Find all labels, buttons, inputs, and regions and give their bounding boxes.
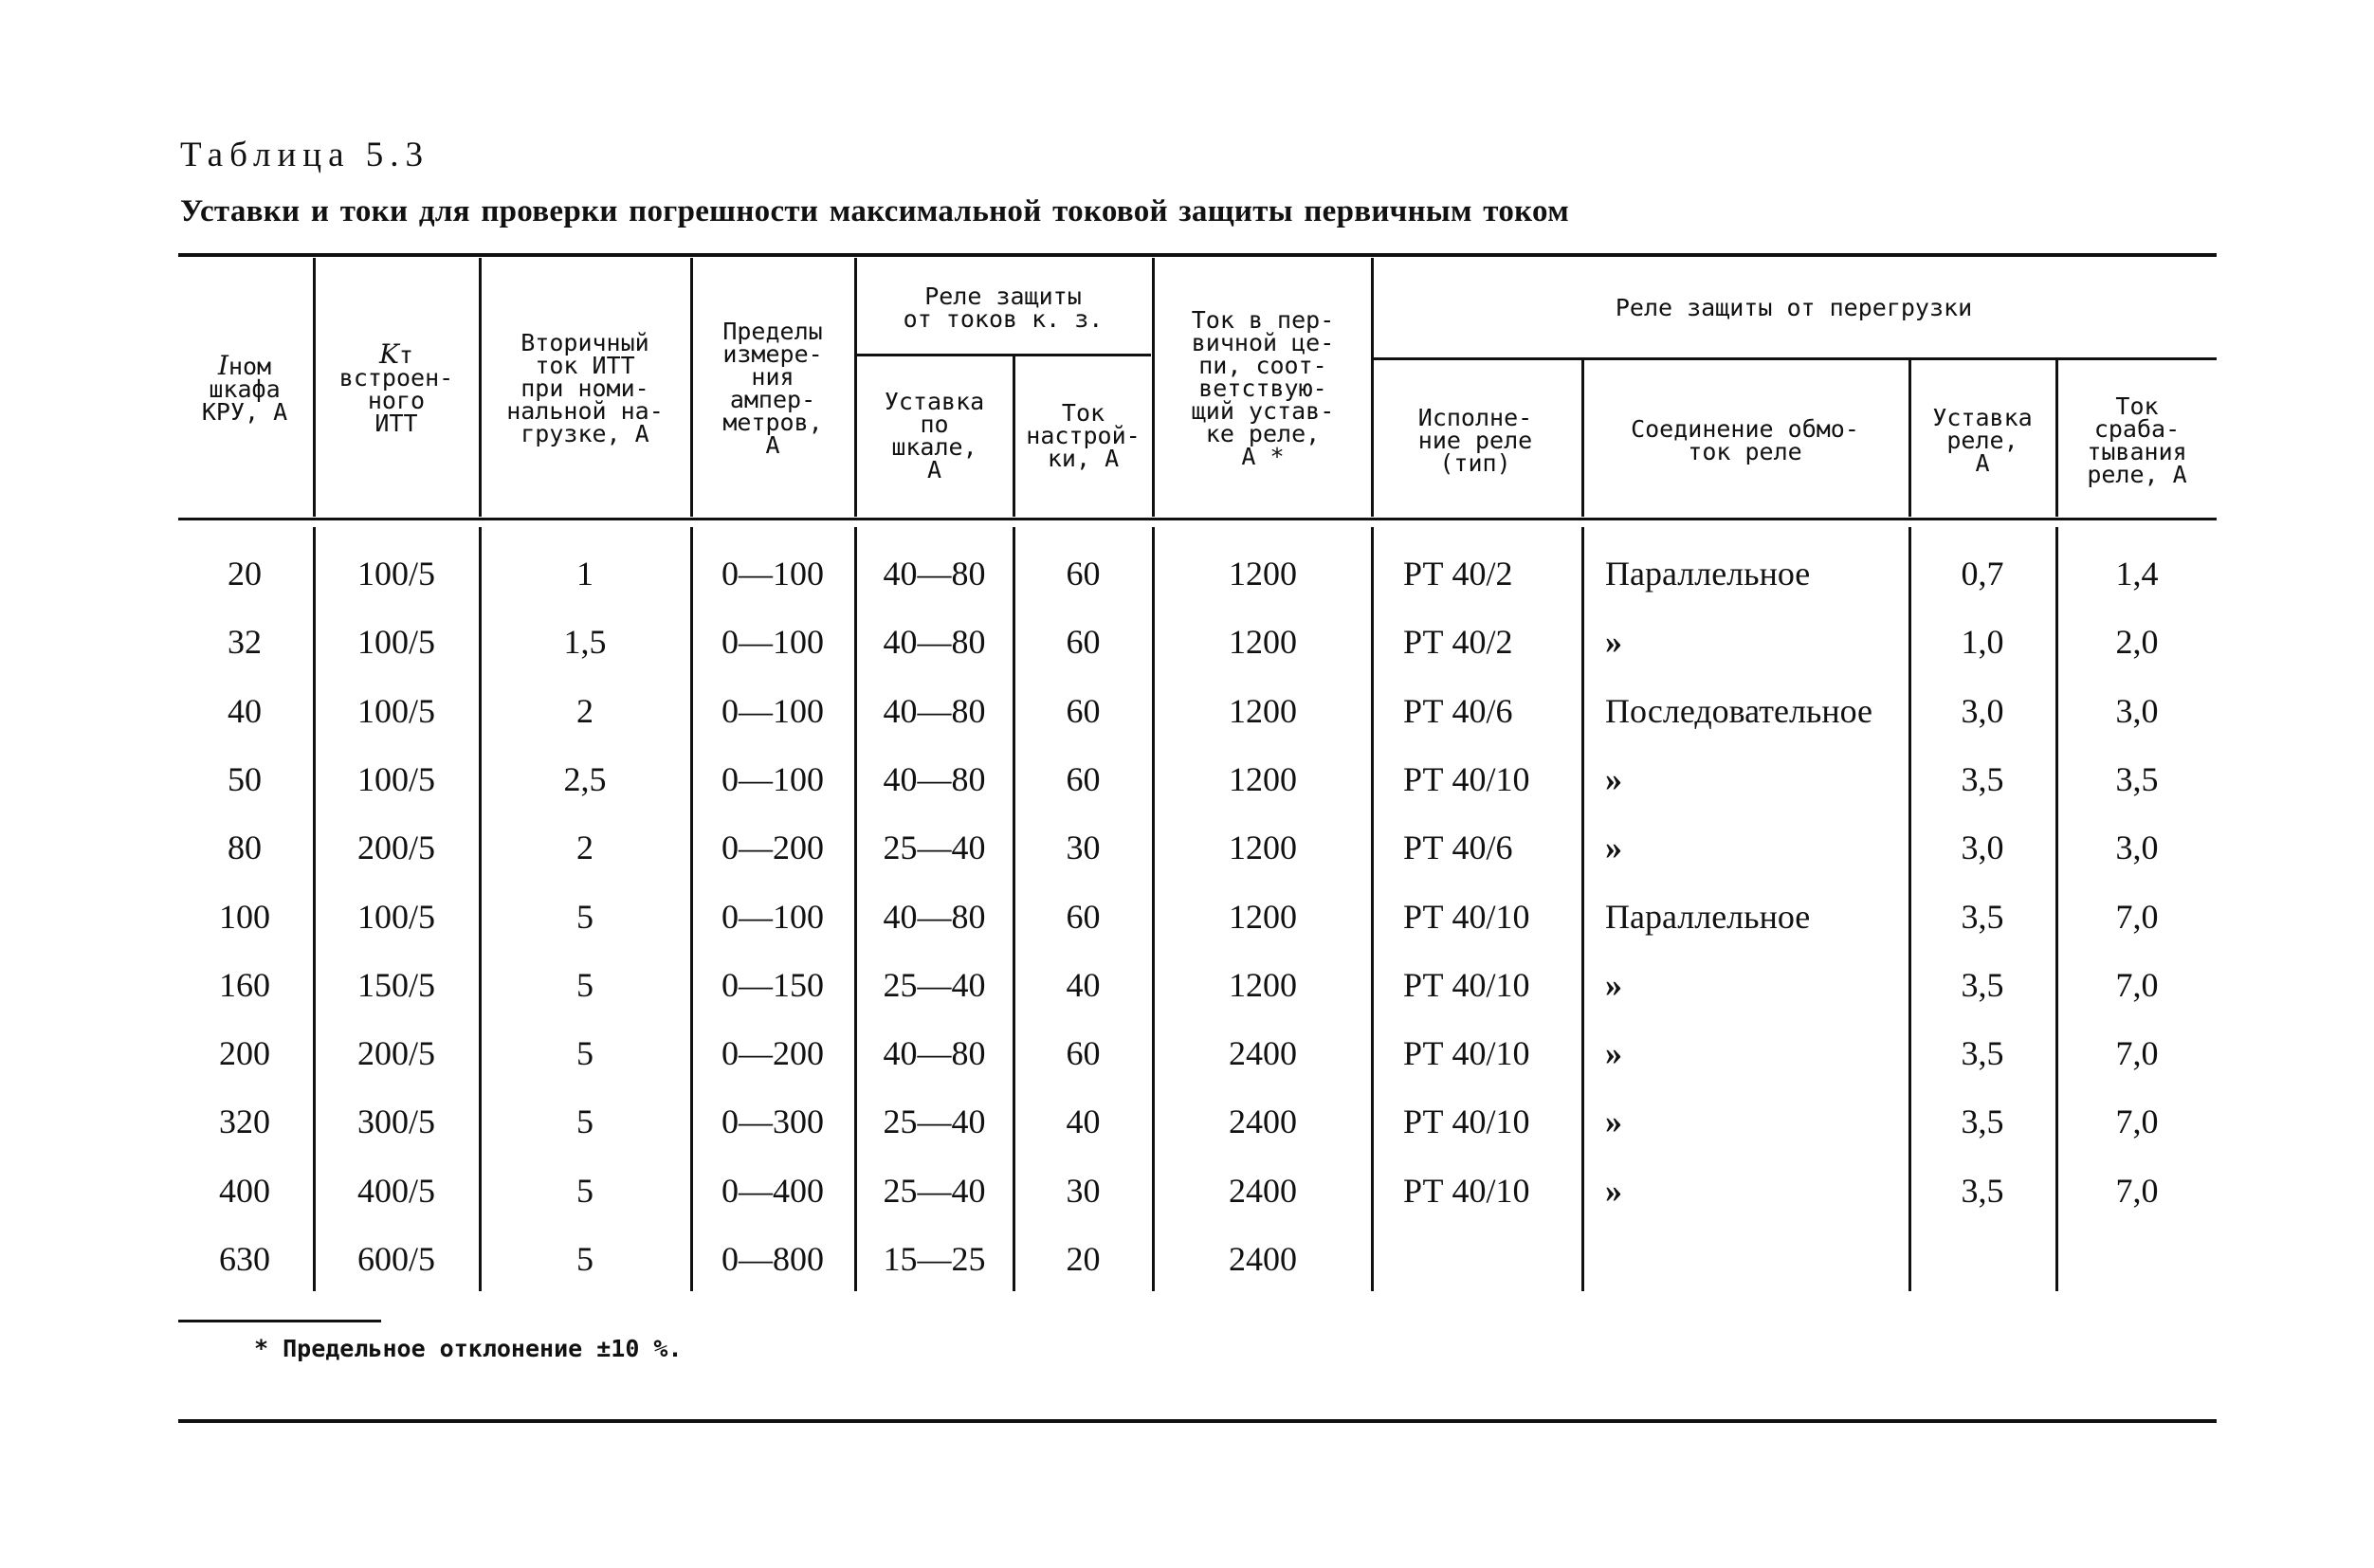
cell-sc-scale-setting: 40—80: [883, 760, 986, 798]
cell-winding-connection: »: [1605, 1103, 1622, 1140]
cell-winding-connection: Последовательное: [1605, 692, 1873, 730]
cell-sc-tuning-current: 60: [1066, 898, 1101, 936]
column-rule: [1581, 527, 1584, 1291]
cell-ammeter-limits: 0—400: [721, 1172, 824, 1210]
cell-primary-current: 1200: [1229, 898, 1297, 936]
cell-sc-tuning-current: 30: [1066, 829, 1101, 866]
cell-primary-current: 2400: [1229, 1034, 1297, 1072]
cell-relay-trip-current: 3,0: [2115, 692, 2159, 730]
i-nom-subscript: ном: [228, 352, 272, 380]
cell-primary-current: 1200: [1229, 829, 1297, 866]
cell-ammeter-limits: 0—200: [721, 1034, 824, 1072]
cell-kt: 100/5: [356, 555, 435, 593]
cell-ammeter-limits: 0—100: [721, 898, 824, 936]
cell-kt: 200/5: [356, 829, 435, 866]
cell-i-nom: 400: [219, 1172, 270, 1210]
cell-sc-scale-setting: 25—40: [883, 1172, 986, 1210]
cell-relay-trip-current: 3,5: [2115, 760, 2159, 798]
cell-relay-setting: 3,5: [1961, 898, 2004, 936]
cell-i-nom: 630: [219, 1240, 270, 1278]
cell-winding-connection: Параллельное: [1605, 898, 1811, 936]
cell-secondary-current: 5: [576, 1103, 594, 1140]
cell-secondary-current: 5: [576, 1034, 594, 1072]
cell-kt: 200/5: [356, 1034, 435, 1072]
cell-sc-tuning-current: 20: [1066, 1240, 1101, 1278]
cell-kt: 100/5: [356, 760, 435, 798]
cell-sc-scale-setting: 40—80: [883, 898, 986, 936]
cell-winding-connection: »: [1605, 829, 1622, 866]
header-relay-type: Исполне- ние реле (тип): [1417, 404, 1533, 477]
cell-primary-current: 1200: [1229, 966, 1297, 1004]
cell-sc-scale-setting: 25—40: [883, 966, 986, 1004]
cell-secondary-current: 5: [576, 1172, 594, 1210]
cell-ammeter-limits: 0—800: [721, 1240, 824, 1278]
cell-relay-type: РТ 40/10: [1403, 898, 1530, 936]
cell-relay-trip-current: [2057, 1231, 2217, 1287]
cell-sc-tuning-current: 60: [1066, 623, 1101, 661]
cell-primary-current: 2400: [1229, 1240, 1297, 1278]
table-label: Таблица 5.3: [180, 136, 429, 174]
cell-sc-tuning-current: 60: [1066, 1034, 1101, 1072]
cell-sc-tuning-current: 30: [1066, 1172, 1101, 1210]
header-sc-group: Реле защиты от токов к. з.: [903, 283, 1104, 333]
cell-relay-type: РТ 40/6: [1403, 692, 1513, 730]
i-nom-text: шкафа КРУ, А: [201, 374, 288, 426]
cell-i-nom: 100: [219, 898, 270, 936]
cell-ammeter-limits: 0—100: [721, 692, 824, 730]
cell-kt: 100/5: [356, 898, 435, 936]
column-rule: [1371, 527, 1374, 1291]
cell-relay-setting: 3,0: [1961, 829, 2004, 866]
footnote: * Предельное отклонение ±10 %.: [254, 1335, 683, 1362]
cell-sc-tuning-current: 60: [1066, 692, 1101, 730]
cell-ammeter-limits: 0—300: [721, 1103, 824, 1140]
cell-primary-current: 1200: [1229, 692, 1297, 730]
cell-secondary-current: 1: [576, 555, 594, 593]
cell-i-nom: 160: [219, 966, 270, 1004]
cell-ammeter-limits: 0—100: [721, 623, 824, 661]
cell-relay-type: РТ 40/10: [1403, 760, 1530, 798]
cell-sc-scale-setting: 15—25: [883, 1240, 986, 1278]
cell-secondary-current: 2: [576, 692, 594, 730]
cell-relay-type: [1403, 1231, 1581, 1287]
sc-group-underline: [855, 354, 1151, 356]
cell-relay-trip-current: 7,0: [2115, 966, 2159, 1004]
cell-kt: 600/5: [356, 1240, 435, 1278]
cell-ammeter-limits: 0—150: [721, 966, 824, 1004]
header-primary-current: Ток в пер- вичной це- пи, соот- ветствую- щий устав- ке реле, А *: [1191, 306, 1335, 470]
kt-symbol: K: [379, 337, 399, 370]
cell-relay-setting: [1910, 1231, 2054, 1287]
cell-primary-current: 2400: [1229, 1103, 1297, 1140]
cell-secondary-current: 5: [576, 966, 594, 1004]
cell-kt: 150/5: [356, 966, 435, 1004]
cell-relay-trip-current: 2,0: [2115, 623, 2159, 661]
cell-ammeter-limits: 0—100: [721, 760, 824, 798]
header-bottom-rule: [178, 518, 2217, 520]
header-sc-scale-setting: Уставка по шкале, А: [884, 388, 985, 483]
i-nom-symbol: I: [217, 349, 228, 381]
table-title: Уставки и токи для проверки погрешности максимальной токовой защиты первичным током: [180, 194, 1569, 228]
cell-secondary-current: 2: [576, 829, 594, 866]
header-winding-connection: Соединение обмо- ток реле: [1631, 415, 1859, 465]
header-i-nom: [178, 341, 311, 436]
cell-relay-type: РТ 40/10: [1403, 1172, 1530, 1210]
cell-relay-setting: 3,5: [1961, 760, 2004, 798]
cell-relay-setting: 3,0: [1961, 692, 2004, 730]
cell-i-nom: 32: [228, 623, 262, 661]
header-relay-setting: Уставка реле, А: [1932, 404, 2033, 477]
cell-winding-connection: [1605, 1231, 1907, 1287]
cell-relay-type: РТ 40/2: [1403, 555, 1513, 593]
cell-i-nom: 80: [228, 829, 262, 866]
cell-kt: 100/5: [356, 623, 435, 661]
cell-secondary-current: 2,5: [563, 760, 607, 798]
cell-sc-scale-setting: 25—40: [883, 1103, 986, 1140]
header-relay-trip-current: Ток сраба- тывания реле, А: [2087, 392, 2187, 488]
footnote-rule: [178, 1320, 381, 1322]
cell-sc-scale-setting: 40—80: [883, 623, 986, 661]
cell-relay-trip-current: 3,0: [2115, 829, 2159, 866]
cell-sc-scale-setting: 40—80: [883, 692, 986, 730]
cell-relay-setting: 3,5: [1961, 966, 2004, 1004]
cell-i-nom: 320: [219, 1103, 270, 1140]
cell-primary-current: 2400: [1229, 1172, 1297, 1210]
cell-kt: 100/5: [356, 692, 435, 730]
cell-relay-type: РТ 40/2: [1403, 623, 1513, 661]
header-overload-group: Реле защиты от перегрузки: [1615, 294, 1973, 321]
cell-relay-setting: 3,5: [1961, 1103, 2004, 1140]
kt-subscript: т: [398, 340, 413, 369]
table-top-rule: [178, 253, 2217, 257]
cell-ammeter-limits: 0—200: [721, 829, 824, 866]
cell-relay-trip-current: 1,4: [2115, 555, 2159, 593]
cell-sc-scale-setting: 25—40: [883, 829, 986, 866]
cell-relay-type: РТ 40/10: [1403, 1103, 1530, 1140]
cell-winding-connection: »: [1605, 1172, 1622, 1210]
cell-relay-trip-current: 7,0: [2115, 1103, 2159, 1140]
cell-secondary-current: 1,5: [563, 623, 607, 661]
cell-primary-current: 1200: [1229, 760, 1297, 798]
cell-relay-setting: 3,5: [1961, 1172, 2004, 1210]
cell-relay-type: РТ 40/6: [1403, 829, 1513, 866]
cell-relay-trip-current: 7,0: [2115, 898, 2159, 936]
cell-sc-tuning-current: 60: [1066, 555, 1101, 593]
kt-text: встроен- ного ИТТ: [338, 363, 454, 437]
cell-relay-setting: 3,5: [1961, 1034, 2004, 1072]
cell-relay-trip-current: 7,0: [2115, 1172, 2159, 1210]
cell-kt: 400/5: [356, 1172, 435, 1210]
header-ammeter-limits: Пределы измере- ния ампер- метров, А: [722, 318, 823, 459]
cell-sc-tuning-current: 40: [1066, 966, 1101, 1004]
cell-relay-type: РТ 40/10: [1403, 1034, 1530, 1072]
cell-ammeter-limits: 0—100: [721, 555, 824, 593]
header-kt: [316, 327, 477, 450]
cell-relay-setting: 1,0: [1961, 623, 2004, 661]
cell-relay-trip-current: 7,0: [2115, 1034, 2159, 1072]
cell-winding-connection: »: [1605, 760, 1622, 798]
header-secondary-current: Вторичный ток ИТТ при номи- нальной на- грузке, А: [506, 329, 664, 447]
cell-secondary-current: 5: [576, 1240, 594, 1278]
cell-relay-type: РТ 40/10: [1403, 966, 1530, 1004]
cell-i-nom: 20: [228, 555, 262, 593]
header-sc-tuning-current: Ток настрой- ки, А: [1026, 399, 1141, 472]
cell-i-nom: 50: [228, 760, 262, 798]
cell-i-nom: 40: [228, 692, 262, 730]
cell-winding-connection: »: [1605, 966, 1622, 1004]
cell-winding-connection: Параллельное: [1605, 555, 1811, 593]
cell-winding-connection: »: [1605, 623, 1622, 661]
cell-i-nom: 200: [219, 1034, 270, 1072]
cell-relay-setting: 0,7: [1961, 555, 2004, 593]
cell-primary-current: 1200: [1229, 623, 1297, 661]
cell-secondary-current: 5: [576, 898, 594, 936]
cell-primary-current: 1200: [1229, 555, 1297, 593]
page-bottom-rule: [178, 1419, 2217, 1423]
cell-sc-tuning-current: 60: [1066, 760, 1101, 798]
cell-sc-tuning-current: 40: [1066, 1103, 1101, 1140]
cell-sc-scale-setting: 40—80: [883, 1034, 986, 1072]
cell-kt: 300/5: [356, 1103, 435, 1140]
cell-sc-scale-setting: 40—80: [883, 555, 986, 593]
cell-winding-connection: »: [1605, 1034, 1622, 1072]
ol-group-underline: [1371, 357, 2217, 360]
